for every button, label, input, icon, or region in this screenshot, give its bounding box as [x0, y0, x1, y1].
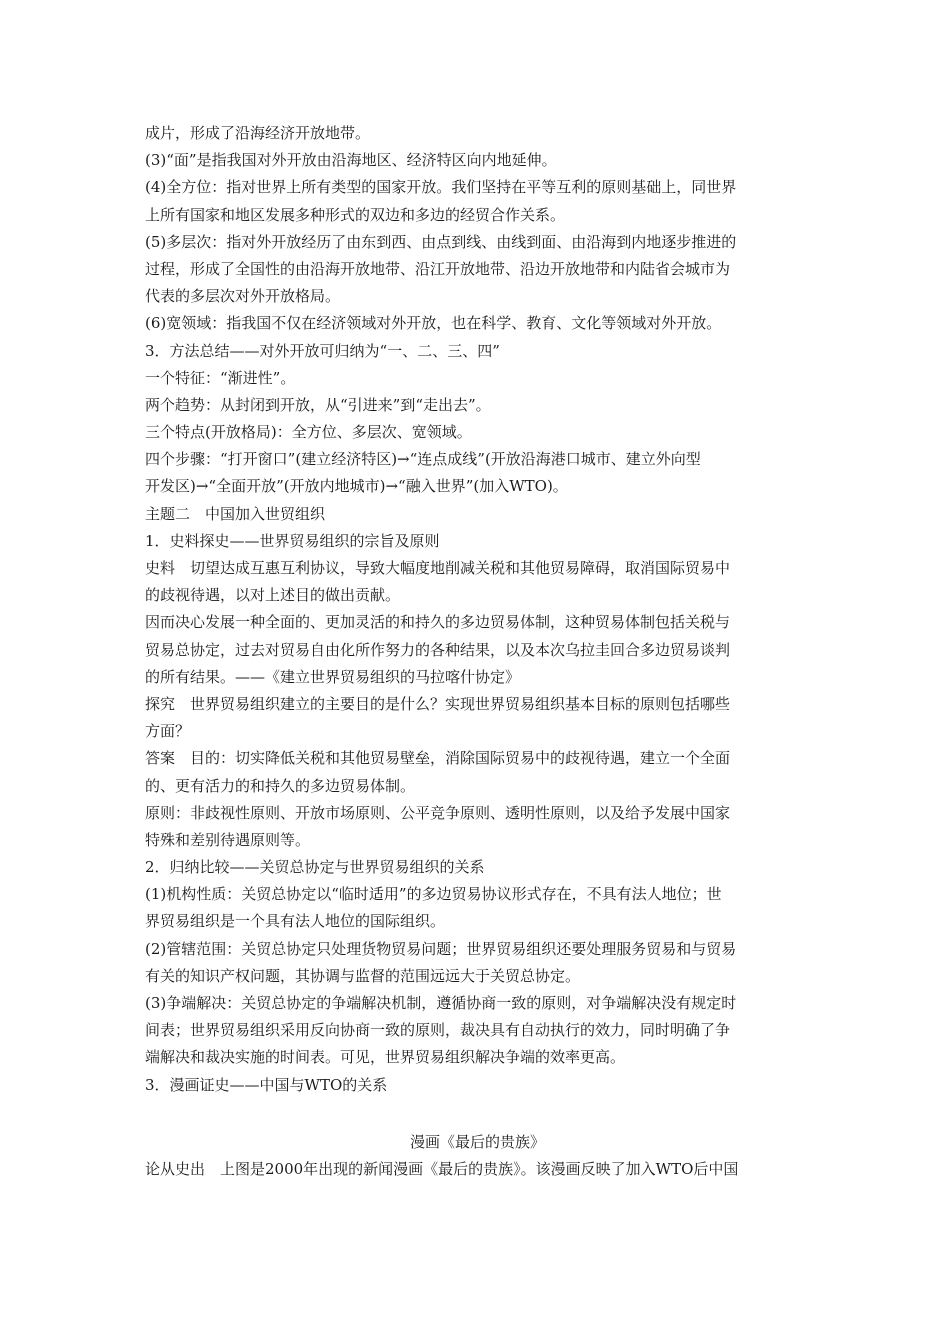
- text-line: 过程，形成了全国性的由沿海开放地带、沿江开放地带、沿边开放地带和内陆省会城市为: [145, 259, 731, 278]
- text-line: 一个特征：“渐进性”。: [145, 368, 296, 387]
- text-line: (2)管辖范围：关贸总协定只处理货物贸易问题；世界贸易组织还要处理服务贸易和与贸易: [145, 939, 737, 958]
- text-line: (3)“面”是指我国对外开放由沿海地区、经济特区向内地延伸。: [145, 151, 557, 170]
- text-line: (1)机构性质：关贸总协定以“临时适用”的多边贸易协议形式存在，不具有法人地位；世: [145, 885, 722, 904]
- text-line: 四个步骤：“打开窗口”(建立经济特区)→“连点成线”(开放沿海港口城市、建立外向型: [145, 450, 701, 469]
- text-line: 代表的多层次对外开放格局。: [145, 287, 341, 306]
- last-paragraph-line: 论从史出 上图是2000年出现的新闻漫画《最后的贵族》。该漫画反映了加入WTO后中国: [145, 1159, 739, 1178]
- text-line: 方面？: [145, 722, 191, 741]
- text-line: 端解决和裁决实施的时间表。可见，世界贸易组织解决争端的效率更高。: [145, 1048, 626, 1067]
- text-line: 有关的知识产权问题，其协调与监督的范围远远大于关贸总协定。: [145, 966, 581, 985]
- text-line: 开发区)→“全面开放”(开放内地城市)→“融入世界”(加入WTO)。: [145, 477, 568, 496]
- text-line: 贸易总协定，过去对贸易自由化所作努力的各种结果，以及本次乌拉圭回合多边贸易谈判: [145, 640, 731, 659]
- text-line: 答案 目的：切实降低关税和其他贸易壁垒，消除国际贸易中的歧视待遇，建立一个全面: [145, 749, 731, 768]
- text-line: 1．史料探史——世界贸易组织的宗旨及原则: [145, 531, 440, 550]
- text-line: 界贸易组织是一个具有法人地位的国际组织。: [145, 912, 446, 931]
- text-line: (4)全方位：指对世界上所有类型的国家开放。我们坚持在平等互利的原则基础上，同世界: [145, 178, 737, 197]
- text-line: 史料 切望达成互惠互利协议，导致大幅度地削减关税和其他贸易障碍，取消国际贸易中: [145, 559, 731, 577]
- text-line: (3)争端解决：关贸总协定的争端解决机制，遵循协商一致的原则，对争端解决没有规定时: [145, 994, 737, 1012]
- spacer: [145, 1099, 810, 1129]
- text-line: 原则：非歧视性原则、开放市场原则、公平竞争原则、透明性原则，以及给予发展中国家: [145, 803, 731, 822]
- text-line: 成片，形成了沿海经济开放地带。: [145, 124, 371, 142]
- text-line: 间表；世界贸易组织采用反向协商一致的原则，裁决具有自动执行的效力，同时明确了争: [145, 1021, 731, 1040]
- text-line: 3．方法总结——对外开放可归纳为“一、二、三、四”: [145, 341, 500, 360]
- cartoon-caption: 漫画《最后的贵族》: [409, 1132, 545, 1151]
- text-line: 特殊和差别待遇原则等。: [145, 830, 311, 849]
- text-line: (6)宽领域：指我国不仅在经济领域对外开放，也在科学、教育、文化等领域对外开放。: [145, 314, 722, 333]
- text-line: (5)多层次：指对外开放经历了由东到西、由点到线、由线到面、由沿海到内地逐步推进的: [145, 232, 737, 251]
- text-lines: [145, 120, 810, 1099]
- text-line: 探究 世界贸易组织建立的主要目的是什么？实现世界贸易组织基本目标的原则包括哪些: [145, 694, 731, 713]
- text-line: 因而决心发展一种全面的、更加灵活的和持久的多边贸易体制，这种贸易体制包括关税与: [145, 613, 731, 632]
- text-line: 两个趋势：从封闭到开放，从“引进来”到“走出去”。: [145, 395, 491, 414]
- text-line: 的歧视待遇，以对上述目的做出贡献。: [145, 586, 401, 605]
- text-line: 的所有结果。——《建立世界贸易组织的马拉喀什协定》: [145, 667, 521, 686]
- text-line: 的、更有活力的和持久的多边贸易体制。: [145, 776, 416, 795]
- document-body: [145, 120, 810, 1183]
- text-line: 三个特点(开放格局)：全方位、多层次、宽领域。: [145, 423, 472, 442]
- text-line: 3．漫画证史——中国与WTO的关系: [145, 1075, 388, 1094]
- text-line: 主题二 中国加入世贸组织: [145, 504, 326, 523]
- text-line: 上所有国家和地区发展多种形式的双边和多边的经贸合作关系。: [145, 205, 566, 224]
- text-line: 2．归纳比较——关贸总协定与世界贸易组织的关系: [145, 858, 485, 877]
